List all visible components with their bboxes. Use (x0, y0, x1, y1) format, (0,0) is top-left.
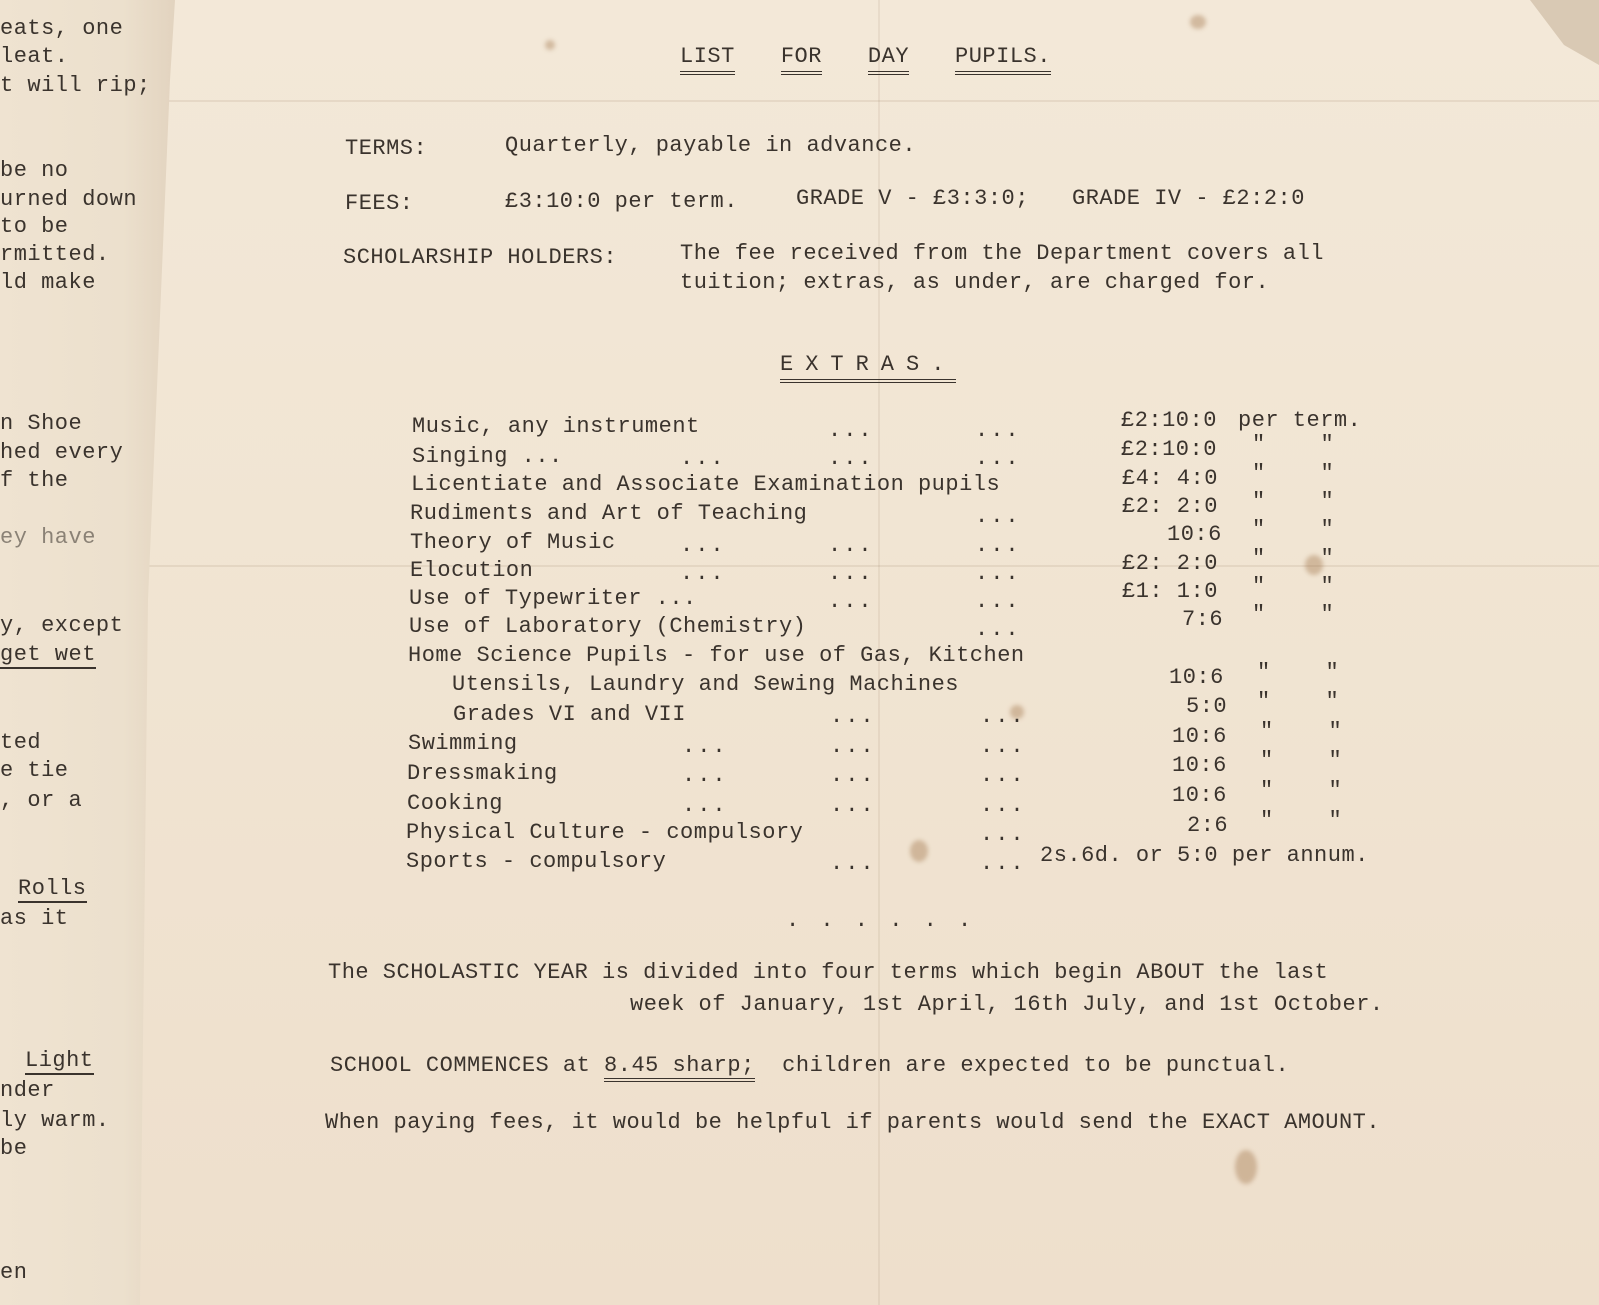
terms-label: TERMS: (345, 136, 428, 161)
left-fragment: get wet (0, 642, 96, 667)
extras-item: Swimming (408, 731, 518, 756)
fees-label: FEES: (345, 191, 414, 216)
ditto-marks: " " (1260, 778, 1343, 803)
extras-item: Theory of Music (410, 530, 616, 555)
extras-item: Cooking (407, 791, 503, 816)
leader-dots: ... (828, 533, 874, 558)
ditto-marks: " " (1257, 660, 1340, 685)
leader-dots: ... (830, 763, 876, 788)
extras-note: per term. (1238, 408, 1362, 433)
extras-item: Rudiments and Art of Teaching (410, 501, 808, 526)
left-fragment: y, except (0, 613, 124, 638)
title-word: FOR (781, 44, 822, 75)
title-word: DAY (868, 44, 909, 75)
scholastic-year-line-1: The SCHOLASTIC YEAR is divided into four terms which begin ABOUT the last (328, 960, 1329, 985)
ditto-marks: " " (1252, 432, 1335, 457)
scholarship-label: SCHOLARSHIP HOLDERS: (343, 245, 618, 270)
left-fragment: leat. (0, 44, 69, 69)
left-fragment: rmitted. (0, 242, 110, 267)
title-word: LIST (680, 44, 735, 75)
extras-fee: 5:0 (1186, 694, 1228, 719)
leader-dots: ... (975, 446, 1021, 471)
document-title (680, 44, 1051, 75)
left-fragment: Rolls (18, 876, 87, 901)
leader-dots: ... (980, 763, 1026, 788)
scholarship-line-1: The fee received from the Department covers all (680, 241, 1325, 266)
leader-dots: ... (975, 589, 1021, 614)
ditto-marks: " " (1260, 719, 1343, 744)
leader-dots: ... (975, 418, 1021, 443)
left-fragment: ted (0, 730, 42, 755)
school-commences-suffix: children are expected to be punctual. (754, 1053, 1290, 1078)
left-fragment: en (0, 1260, 28, 1285)
left-fragment: as it (0, 906, 69, 931)
ditto-marks: " " (1252, 546, 1335, 571)
fees-grade-v: GRADE V - £3:3:0; (796, 186, 1029, 211)
left-fragment: to be (0, 214, 69, 239)
extras-item: Use of Typewriter ... (409, 586, 697, 611)
leader-dots: ... (980, 793, 1026, 818)
left-fragment: nder (0, 1078, 55, 1103)
school-start-time: 8.45 sharp; (604, 1053, 755, 1082)
leader-dots: ... (828, 446, 874, 471)
extras-heading: EXTRAS. (780, 352, 956, 383)
leader-dots: ... (980, 704, 1026, 729)
left-fragment: ly warm. (0, 1108, 110, 1133)
leader-dots: ... (830, 793, 876, 818)
extras-fee: 2s.6d. or 5:0 per annum. (1040, 843, 1369, 868)
left-fragment: be (0, 1136, 28, 1161)
extras-fee: £4: 4:0 (1122, 466, 1218, 491)
extras-item: Grades VI and VII (453, 702, 686, 727)
extras-item: Music, any instrument (412, 414, 700, 439)
extras-fee: 10:6 (1172, 783, 1227, 808)
left-fragment: , or a (0, 788, 83, 813)
extras-fee: 10:6 (1167, 522, 1222, 547)
left-fragment: ld make (0, 270, 96, 295)
leader-dots: ... (680, 446, 726, 471)
extras-item: Physical Culture - compulsory (406, 820, 804, 845)
extras-fee: 2:6 (1187, 813, 1229, 838)
leader-dots: ... (828, 561, 874, 586)
ditto-marks: " " (1257, 689, 1340, 714)
extras-fee: £2:10:0 (1121, 437, 1217, 462)
left-fragment: Light (25, 1048, 94, 1073)
fees-note: When paying fees, it would be helpful if parents would send the EXACT AMOUNT. (325, 1110, 1381, 1135)
ditto-marks: " " (1252, 489, 1335, 514)
title-word: PUPILS. (955, 44, 1051, 75)
section-separator: . . . . . . (786, 908, 976, 933)
leader-dots: ... (980, 734, 1026, 759)
leader-dots: ... (682, 734, 728, 759)
extras-fee: £1: 1:0 (1122, 579, 1218, 604)
ditto-marks: " " (1252, 517, 1335, 542)
extras-item: Singing ... (412, 444, 563, 469)
leader-dots: ... (975, 533, 1021, 558)
scholastic-year-line-2: week of January, 1st April, 16th July, and 1st October. (630, 992, 1384, 1017)
extras-item: Sports - compulsory (406, 849, 667, 874)
ditto-marks: " " (1252, 602, 1335, 627)
fees-grade-iv: GRADE IV - £2:2:0 (1072, 186, 1305, 211)
extras-fee: £2: 2:0 (1122, 551, 1218, 576)
leader-dots: ... (975, 561, 1021, 586)
fees-value: £3:10:0 per term. (505, 189, 738, 214)
ditto-marks: " " (1252, 574, 1335, 599)
extras-fee: 7:6 (1182, 607, 1224, 632)
terms-value: Quarterly, payable in advance. (505, 133, 917, 158)
extras-item: Home Science Pupils - for use of Gas, Kitchen (408, 643, 1025, 668)
extras-item: Dressmaking (407, 761, 558, 786)
extras-fee: 10:6 (1172, 753, 1227, 778)
left-fragment: n Shoe (0, 411, 83, 436)
left-fragment: hed every (0, 440, 124, 465)
left-fragment: f the (0, 468, 69, 493)
extras-item: Licentiate and Associate Examination pupils (411, 472, 1001, 497)
ditto-marks: " " (1260, 748, 1343, 773)
leader-dots: ... (682, 793, 728, 818)
leader-dots: ... (830, 734, 876, 759)
leader-dots: ... (680, 561, 726, 586)
school-commences-prefix: SCHOOL COMMENCES at (330, 1053, 605, 1078)
leader-dots: ... (828, 589, 874, 614)
extras-item: Utensils, Laundry and Sewing Machines (452, 672, 959, 697)
school-commences (330, 1053, 1289, 1078)
leader-dots: ... (682, 763, 728, 788)
leader-dots: ... (680, 533, 726, 558)
extras-fee: £2:10:0 (1121, 408, 1217, 433)
ditto-marks: " " (1252, 461, 1335, 486)
leader-dots: ... (980, 822, 1026, 847)
paper-stain (545, 40, 555, 50)
leader-dots: ... (830, 704, 876, 729)
scholarship-line-2: tuition; extras, as under, are charged for. (680, 270, 1270, 295)
left-fragment: ey have (0, 525, 96, 550)
paper-stain (1235, 1150, 1257, 1184)
leader-dots: ... (828, 418, 874, 443)
extras-fee: 10:6 (1172, 724, 1227, 749)
leader-dots: ... (980, 851, 1026, 876)
extras-fee: 10:6 (1169, 665, 1224, 690)
leader-dots: ... (975, 504, 1021, 529)
left-fragment: be no (0, 158, 69, 183)
left-fragment: t will rip; (0, 73, 151, 98)
paper-stain (1190, 15, 1206, 29)
extras-item: Use of Laboratory (Chemistry) (409, 614, 807, 639)
leader-dots: ... (975, 617, 1021, 642)
left-fragment: eats, one (0, 16, 124, 41)
left-fragment: urned down (0, 187, 138, 212)
leader-dots: ... (830, 851, 876, 876)
extras-fee: £2: 2:0 (1122, 494, 1218, 519)
left-fragment: e tie (0, 758, 69, 783)
paper-stain (910, 840, 928, 862)
extras-item: Elocution (410, 558, 534, 583)
paper-fold (140, 100, 1599, 102)
ditto-marks: " " (1260, 808, 1343, 833)
